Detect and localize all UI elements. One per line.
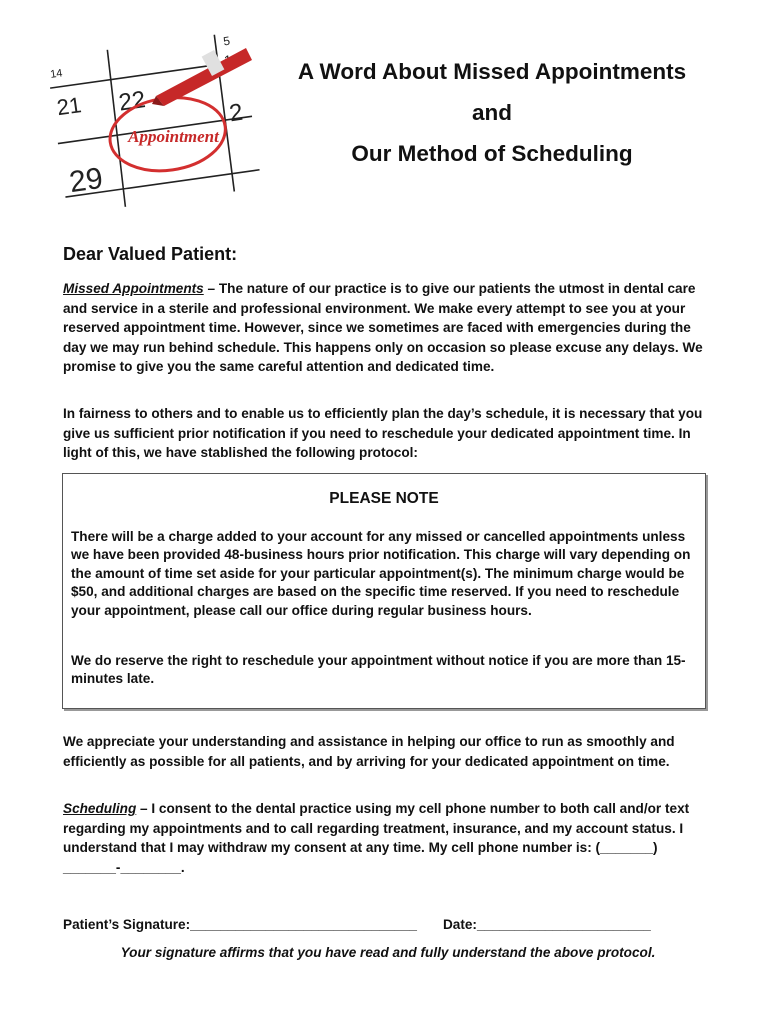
calendar-date: 22 xyxy=(117,86,148,117)
signature-line xyxy=(63,917,723,932)
note-charge-paragraph: There will be a charge added to your account for any missed or cancelled appointments unless we have been provided 48-business hours prior notification. This charge will vary depending on the amount of time set aside for your particular appointment(s). The minimum charge would be $50, and additional charges are based on the specific time reserved. If you need to reschedule your appointment, please call our office during regular business hours. xyxy=(71,529,691,618)
greeting: Dear Valued Patient: xyxy=(63,244,238,264)
title-line-1: A Word About Missed Appointments xyxy=(297,59,687,84)
missed-appointments-body: – The nature of our practice is to give our patients the utmost in dental care and service in a sterile and professional environment. We make every attempt to see you at your reserved appointment time. However, since we sometimes are faced with emergencies during the day we may run behind schedule. This happens only on occasion so please excuse any delays. We promise to give you the same careful attention and dedicated time. xyxy=(63,281,703,374)
calendar-date: 5 xyxy=(222,33,231,49)
calendar-date: 29 xyxy=(67,161,105,200)
missed-appointments-paragraph xyxy=(63,279,713,377)
title-line-3: Our Method of Scheduling xyxy=(351,141,633,166)
fairness-paragraph: In fairness to others and to enable us to efficiently plan the day’s schedule, it is necessary that you give us sufficient prior notification if you need to reschedule your dedicated appointment time. In light of this, we have stablished the following protocol: xyxy=(63,406,703,460)
calendar-stamp-text: Appointment xyxy=(128,127,219,147)
calendar-date: 2 xyxy=(227,98,245,128)
signature-affirmation: Your signature affirms that you have read and fully understand the above protocol. xyxy=(120,945,656,960)
scheduling-paragraph xyxy=(63,799,713,877)
date-field[interactable]: Date:_______________________ xyxy=(442,917,651,932)
appreciation-paragraph: We appreciate your understanding and assistance in helping our office to run as smoothly and efficiently as possible for all patients, and by arriving for your dedicated appointment on time. xyxy=(63,734,675,769)
calendar-appointment-image xyxy=(49,33,252,202)
scheduling-body: – I consent to the dental practice using my cell phone number to both call and/or text regarding my appointments and to call regarding treatment, insurance, and my account status. I understand that I may withdraw my consent at any time. My cell phone number is: (_______) _______-________. xyxy=(63,801,690,875)
calendar-date: 14 xyxy=(49,67,64,81)
calendar-date: 21 xyxy=(55,92,83,121)
please-note-box xyxy=(62,473,706,709)
note-reschedule-paragraph: We do reserve the right to reschedule your appointment without notice if you are more than 15-minutes late. xyxy=(71,653,686,687)
please-note-title: PLEASE NOTE xyxy=(329,490,439,507)
patient-signature-field[interactable]: Patient’s Signature:______________________________ xyxy=(63,917,417,932)
scheduling-heading: Scheduling xyxy=(63,801,137,816)
document-title xyxy=(262,58,722,167)
red-marker-icon xyxy=(152,48,252,106)
missed-appointments-heading: Missed Appointments xyxy=(63,281,204,296)
title-line-2: and xyxy=(471,100,512,125)
